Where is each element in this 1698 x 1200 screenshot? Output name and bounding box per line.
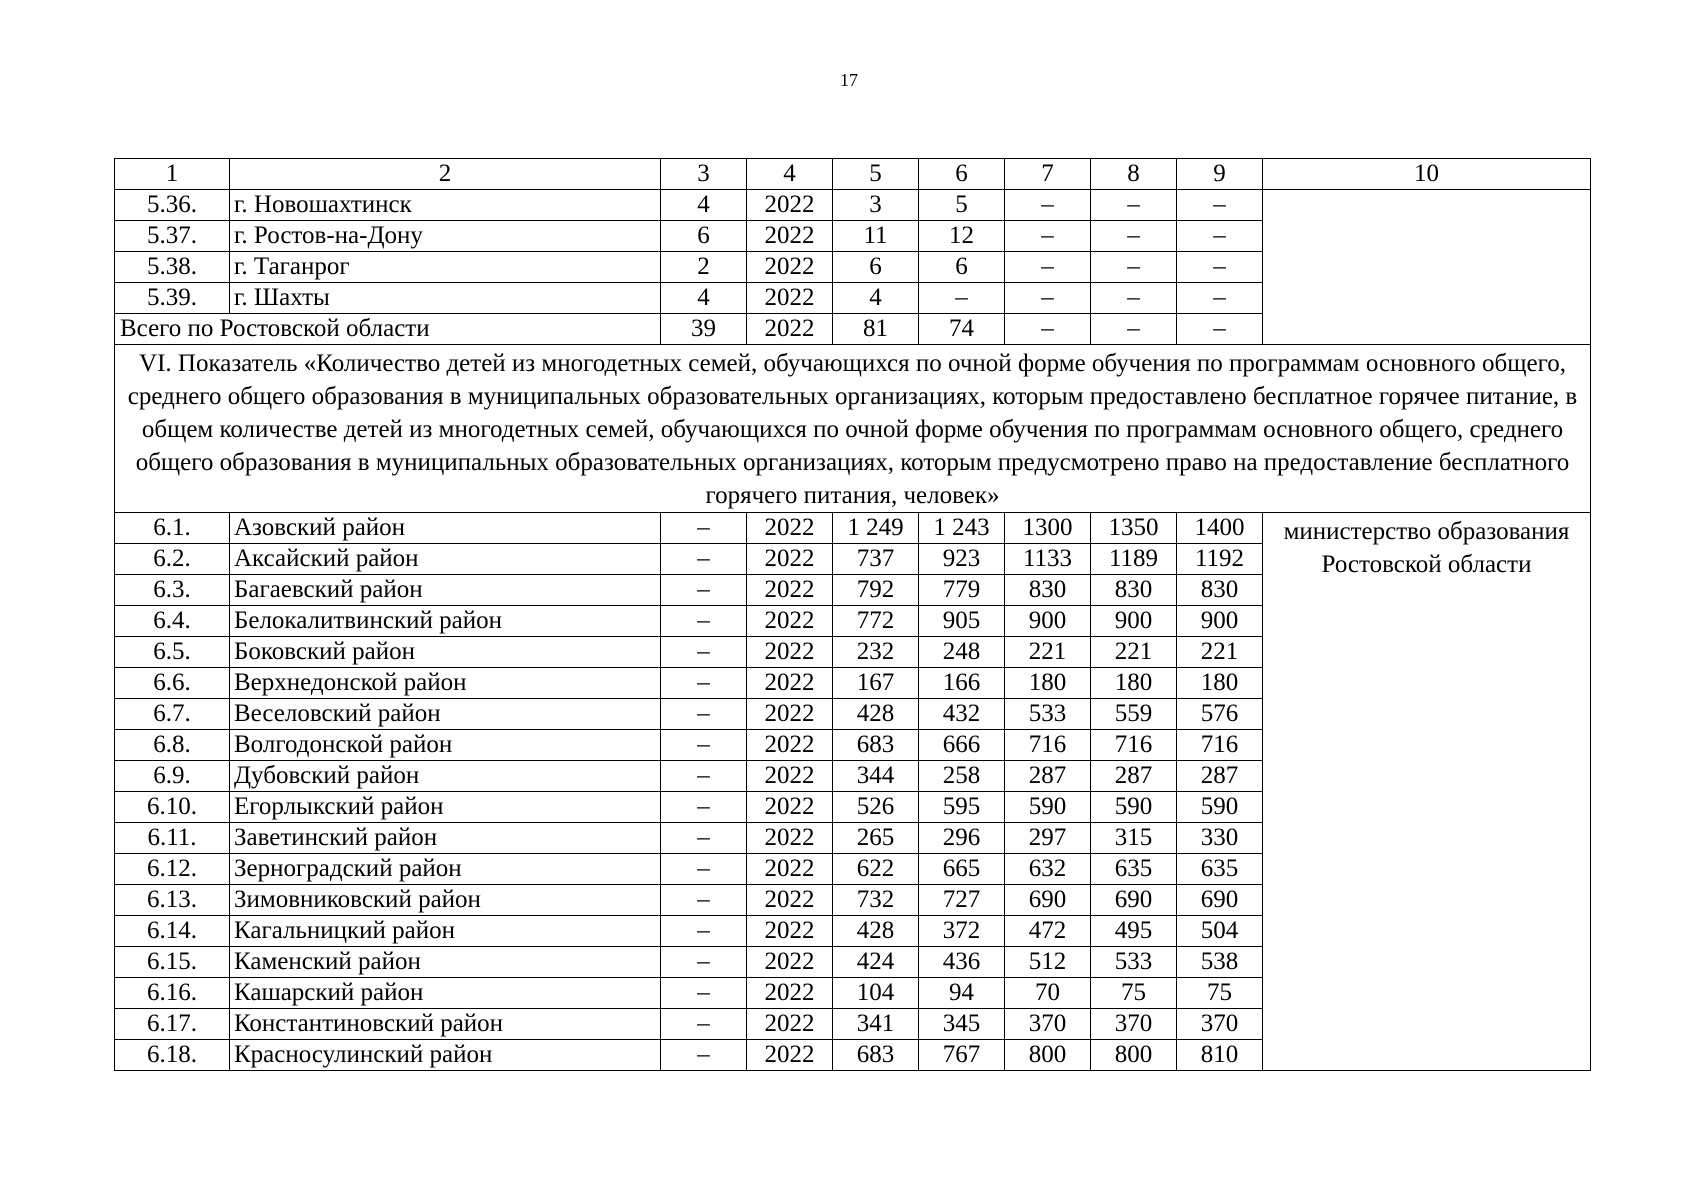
cell-c5: 732 <box>833 885 919 916</box>
table-row <box>115 190 1591 221</box>
cell-c6: 905 <box>919 606 1005 637</box>
cell-c3: – <box>661 513 747 544</box>
cell-num: 6.13. <box>115 885 230 916</box>
cell-c7: 830 <box>1005 575 1091 606</box>
indicator-table <box>114 158 1591 1071</box>
cell-c7: 900 <box>1005 606 1091 637</box>
cell-c3: – <box>661 792 747 823</box>
cell-c8: 690 <box>1091 885 1177 916</box>
cell-name: Волгодонской район <box>230 730 661 761</box>
cell-c5: 3 <box>833 190 919 221</box>
cell-c7: 287 <box>1005 761 1091 792</box>
cell-num: 6.15. <box>115 947 230 978</box>
cell-name: Кагальницкий район <box>230 916 661 947</box>
header-cell-10: 10 <box>1263 159 1591 190</box>
cell-c6: 665 <box>919 854 1005 885</box>
cell-c6: 258 <box>919 761 1005 792</box>
cell-c4: 2022 <box>747 252 833 283</box>
cell-c5: 683 <box>833 730 919 761</box>
cell-num: 6.4. <box>115 606 230 637</box>
cell-c7: 370 <box>1005 1009 1091 1040</box>
cell-num: 6.3. <box>115 575 230 606</box>
cell-c6: 767 <box>919 1040 1005 1071</box>
cell-name: г. Ростов-на-Дону <box>230 221 661 252</box>
cell-c8: 315 <box>1091 823 1177 854</box>
cell-c5: 428 <box>833 699 919 730</box>
header-cell-1: 1 <box>115 159 230 190</box>
cell-c5: 737 <box>833 544 919 575</box>
cell-c6: 94 <box>919 978 1005 1009</box>
cell-num: 6.17. <box>115 1009 230 1040</box>
cell-c5: 1 249 <box>833 513 919 544</box>
cell-c3: – <box>661 916 747 947</box>
cell-name: г. Шахты <box>230 283 661 314</box>
total-label: Всего по Ростовской области <box>115 314 661 345</box>
cell-c5: 104 <box>833 978 919 1009</box>
cell-c8: 75 <box>1091 978 1177 1009</box>
cell-num: 6.10. <box>115 792 230 823</box>
cell-c3: 2 <box>661 252 747 283</box>
cell-c5: 424 <box>833 947 919 978</box>
cell-name: Багаевский район <box>230 575 661 606</box>
cell-c5: 772 <box>833 606 919 637</box>
total-c6: 74 <box>919 314 1005 345</box>
cell-c6: 12 <box>919 221 1005 252</box>
cell-c5: 428 <box>833 916 919 947</box>
cell-c5: 792 <box>833 575 919 606</box>
cell-num: 6.1. <box>115 513 230 544</box>
cell-num: 6.8. <box>115 730 230 761</box>
header-cell-2: 2 <box>230 159 661 190</box>
cell-c4: 2022 <box>747 190 833 221</box>
cell-c5: 265 <box>833 823 919 854</box>
cell-c7: – <box>1005 221 1091 252</box>
cell-name: Заветинский район <box>230 823 661 854</box>
cell-c3: 6 <box>661 221 747 252</box>
cell-c4: 2022 <box>747 854 833 885</box>
cell-c5: 526 <box>833 792 919 823</box>
cell-name: Кашарский район <box>230 978 661 1009</box>
cell-c4: 2022 <box>747 761 833 792</box>
cell-c9: 370 <box>1177 1009 1263 1040</box>
total-c4: 2022 <box>747 314 833 345</box>
cell-c4: 2022 <box>747 699 833 730</box>
cell-c4: 2022 <box>747 1009 833 1040</box>
cell-c8: 1350 <box>1091 513 1177 544</box>
cell-c7: 180 <box>1005 668 1091 699</box>
cell-c8: – <box>1091 221 1177 252</box>
cell-c4: 2022 <box>747 1040 833 1071</box>
header-row <box>115 159 1591 190</box>
cell-name: г. Таганрог <box>230 252 661 283</box>
cell-c7: 716 <box>1005 730 1091 761</box>
cell-c8: 180 <box>1091 668 1177 699</box>
cell-c9: 635 <box>1177 854 1263 885</box>
cell-c5: 6 <box>833 252 919 283</box>
cell-c9: 330 <box>1177 823 1263 854</box>
cell-c4: 2022 <box>747 978 833 1009</box>
cell-c6: 5 <box>919 190 1005 221</box>
cell-name: Аксайский район <box>230 544 661 575</box>
cell-c7: 1300 <box>1005 513 1091 544</box>
cell-name: Константиновский район <box>230 1009 661 1040</box>
total-c7: – <box>1005 314 1091 345</box>
cell-c6: 779 <box>919 575 1005 606</box>
page-number: 17 <box>840 70 858 90</box>
total-c3: 39 <box>661 314 747 345</box>
cell-c8: 635 <box>1091 854 1177 885</box>
cell-c8: 221 <box>1091 637 1177 668</box>
cell-c7: 590 <box>1005 792 1091 823</box>
cell-c9: 690 <box>1177 885 1263 916</box>
cell-c7: 221 <box>1005 637 1091 668</box>
cell-c4: 2022 <box>747 668 833 699</box>
header-cell-7: 7 <box>1005 159 1091 190</box>
cell-c7: 297 <box>1005 823 1091 854</box>
cell-name: Белокалитвинский район <box>230 606 661 637</box>
cell-c7: 632 <box>1005 854 1091 885</box>
cell-c3: – <box>661 606 747 637</box>
cell-c8: 559 <box>1091 699 1177 730</box>
cell-c4: 2022 <box>747 513 833 544</box>
cell-c9: 287 <box>1177 761 1263 792</box>
cell-c6: 248 <box>919 637 1005 668</box>
cell-c4: 2022 <box>747 544 833 575</box>
cell-c6: 296 <box>919 823 1005 854</box>
cell-c9: 830 <box>1177 575 1263 606</box>
cell-num: 6.18. <box>115 1040 230 1071</box>
cell-c3: – <box>661 885 747 916</box>
cell-c3: – <box>661 854 747 885</box>
header-cell-8: 8 <box>1091 159 1177 190</box>
cell-c3: – <box>661 699 747 730</box>
cell-c9: 716 <box>1177 730 1263 761</box>
cell-num: 5.36. <box>115 190 230 221</box>
table-row <box>115 513 1591 544</box>
cell-num: 5.37. <box>115 221 230 252</box>
cell-c8: 900 <box>1091 606 1177 637</box>
cell-name: Боковский район <box>230 637 661 668</box>
cell-c4: 2022 <box>747 575 833 606</box>
cell-num: 6.5. <box>115 637 230 668</box>
cell-c8: 716 <box>1091 730 1177 761</box>
cell-c8: 800 <box>1091 1040 1177 1071</box>
cell-c3: – <box>661 730 747 761</box>
cell-name: Егорлыкский район <box>230 792 661 823</box>
cell-c9: 180 <box>1177 668 1263 699</box>
cell-c9: 538 <box>1177 947 1263 978</box>
cell-c6: 436 <box>919 947 1005 978</box>
cell-c3: – <box>661 761 747 792</box>
cell-c6: 727 <box>919 885 1005 916</box>
cell-c9: 1192 <box>1177 544 1263 575</box>
cell-c3: – <box>661 1040 747 1071</box>
responsible-cell: министерство образования Ростовской области <box>1263 513 1591 1071</box>
cell-name: Дубовский район <box>230 761 661 792</box>
cell-c9: 221 <box>1177 637 1263 668</box>
cell-c4: 2022 <box>747 606 833 637</box>
cell-num: 5.39. <box>115 283 230 314</box>
cell-c8: 533 <box>1091 947 1177 978</box>
total-c8: – <box>1091 314 1177 345</box>
cell-c9: – <box>1177 221 1263 252</box>
cell-num: 6.16. <box>115 978 230 1009</box>
header-cell-5: 5 <box>833 159 919 190</box>
cell-name: Верхнедонской район <box>230 668 661 699</box>
cell-c4: 2022 <box>747 823 833 854</box>
cell-c7: 512 <box>1005 947 1091 978</box>
cell-c5: 344 <box>833 761 919 792</box>
cell-c7: – <box>1005 252 1091 283</box>
cell-num: 6.11. <box>115 823 230 854</box>
cell-c8: 1189 <box>1091 544 1177 575</box>
cell-c9: – <box>1177 283 1263 314</box>
cell-name: Азовский район <box>230 513 661 544</box>
header-cell-6: 6 <box>919 159 1005 190</box>
cell-c3: – <box>661 637 747 668</box>
cell-c6: 166 <box>919 668 1005 699</box>
cell-c3: – <box>661 575 747 606</box>
cell-name: Каменский район <box>230 947 661 978</box>
cell-c7: – <box>1005 190 1091 221</box>
cell-c4: 2022 <box>747 916 833 947</box>
cell-c3: – <box>661 668 747 699</box>
cell-c8: – <box>1091 252 1177 283</box>
header-cell-3: 3 <box>661 159 747 190</box>
cell-c9: 75 <box>1177 978 1263 1009</box>
cell-c7: 472 <box>1005 916 1091 947</box>
cell-c8: – <box>1091 190 1177 221</box>
cell-num: 5.38. <box>115 252 230 283</box>
cell-c5: 341 <box>833 1009 919 1040</box>
cell-c6: 6 <box>919 252 1005 283</box>
header-cell-4: 4 <box>747 159 833 190</box>
cell-c9: 900 <box>1177 606 1263 637</box>
cell-c6: 372 <box>919 916 1005 947</box>
cell-c6: 345 <box>919 1009 1005 1040</box>
total-c9: – <box>1177 314 1263 345</box>
cell-num: 6.6. <box>115 668 230 699</box>
cell-c9: 1400 <box>1177 513 1263 544</box>
cell-c6: 432 <box>919 699 1005 730</box>
cell-c8: 830 <box>1091 575 1177 606</box>
cell-c7: 800 <box>1005 1040 1091 1071</box>
cell-c3: 4 <box>661 190 747 221</box>
cell-c9: 590 <box>1177 792 1263 823</box>
cell-c7: – <box>1005 283 1091 314</box>
cell-c8: 495 <box>1091 916 1177 947</box>
cell-num: 6.12. <box>115 854 230 885</box>
cell-c9: – <box>1177 252 1263 283</box>
cell-c3: – <box>661 823 747 854</box>
cell-num: 6.9. <box>115 761 230 792</box>
cell-c9: 504 <box>1177 916 1263 947</box>
cell-name: Зерноградский район <box>230 854 661 885</box>
cell-c5: 683 <box>833 1040 919 1071</box>
cell-name: Красносулинский район <box>230 1040 661 1071</box>
cell-c5: 232 <box>833 637 919 668</box>
cell-name: Веселовский район <box>230 699 661 730</box>
cell-c6: 1 243 <box>919 513 1005 544</box>
cell-c3: – <box>661 1009 747 1040</box>
responsible-cell-empty <box>1263 190 1591 345</box>
cell-name: г. Новошахтинск <box>230 190 661 221</box>
cell-c8: 370 <box>1091 1009 1177 1040</box>
cell-c4: 2022 <box>747 637 833 668</box>
cell-c7: 1133 <box>1005 544 1091 575</box>
cell-c8: 287 <box>1091 761 1177 792</box>
cell-c4: 2022 <box>747 730 833 761</box>
cell-c4: 2022 <box>747 221 833 252</box>
cell-c4: 2022 <box>747 283 833 314</box>
cell-c9: – <box>1177 190 1263 221</box>
cell-c7: 690 <box>1005 885 1091 916</box>
cell-c5: 11 <box>833 221 919 252</box>
section-title: VI. Показатель «Количество детей из многодетных семей, обучающихся по очной форме обучения по программам основного общего, среднего общего образования в муниципальных образовательных организациях, которым предоставлено бесплатное горячее питание, в общем количестве детей из многодетных семей, обучающихся по очной форме обучения по программам основного общего, среднего общего образования в муниципальных образовательных организациях, которым предусмотрено право на предоставление бесплатного горячего питания, человек» <box>115 345 1591 513</box>
cell-name: Зимовниковский район <box>230 885 661 916</box>
cell-c3: 4 <box>661 283 747 314</box>
cell-c5: 622 <box>833 854 919 885</box>
cell-c4: 2022 <box>747 947 833 978</box>
total-c5: 81 <box>833 314 919 345</box>
cell-c6: – <box>919 283 1005 314</box>
cell-c6: 666 <box>919 730 1005 761</box>
cell-c9: 576 <box>1177 699 1263 730</box>
section-title-row <box>115 345 1591 513</box>
cell-c7: 70 <box>1005 978 1091 1009</box>
cell-c3: – <box>661 947 747 978</box>
cell-c5: 167 <box>833 668 919 699</box>
cell-num: 6.7. <box>115 699 230 730</box>
cell-c6: 923 <box>919 544 1005 575</box>
cell-c4: 2022 <box>747 792 833 823</box>
cell-c3: – <box>661 978 747 1009</box>
cell-c4: 2022 <box>747 885 833 916</box>
cell-c8: – <box>1091 283 1177 314</box>
header-cell-9: 9 <box>1177 159 1263 190</box>
cell-c5: 4 <box>833 283 919 314</box>
cell-num: 6.14. <box>115 916 230 947</box>
cell-c8: 590 <box>1091 792 1177 823</box>
cell-c6: 595 <box>919 792 1005 823</box>
cell-c9: 810 <box>1177 1040 1263 1071</box>
cell-c3: – <box>661 544 747 575</box>
cell-num: 6.2. <box>115 544 230 575</box>
cell-c7: 533 <box>1005 699 1091 730</box>
